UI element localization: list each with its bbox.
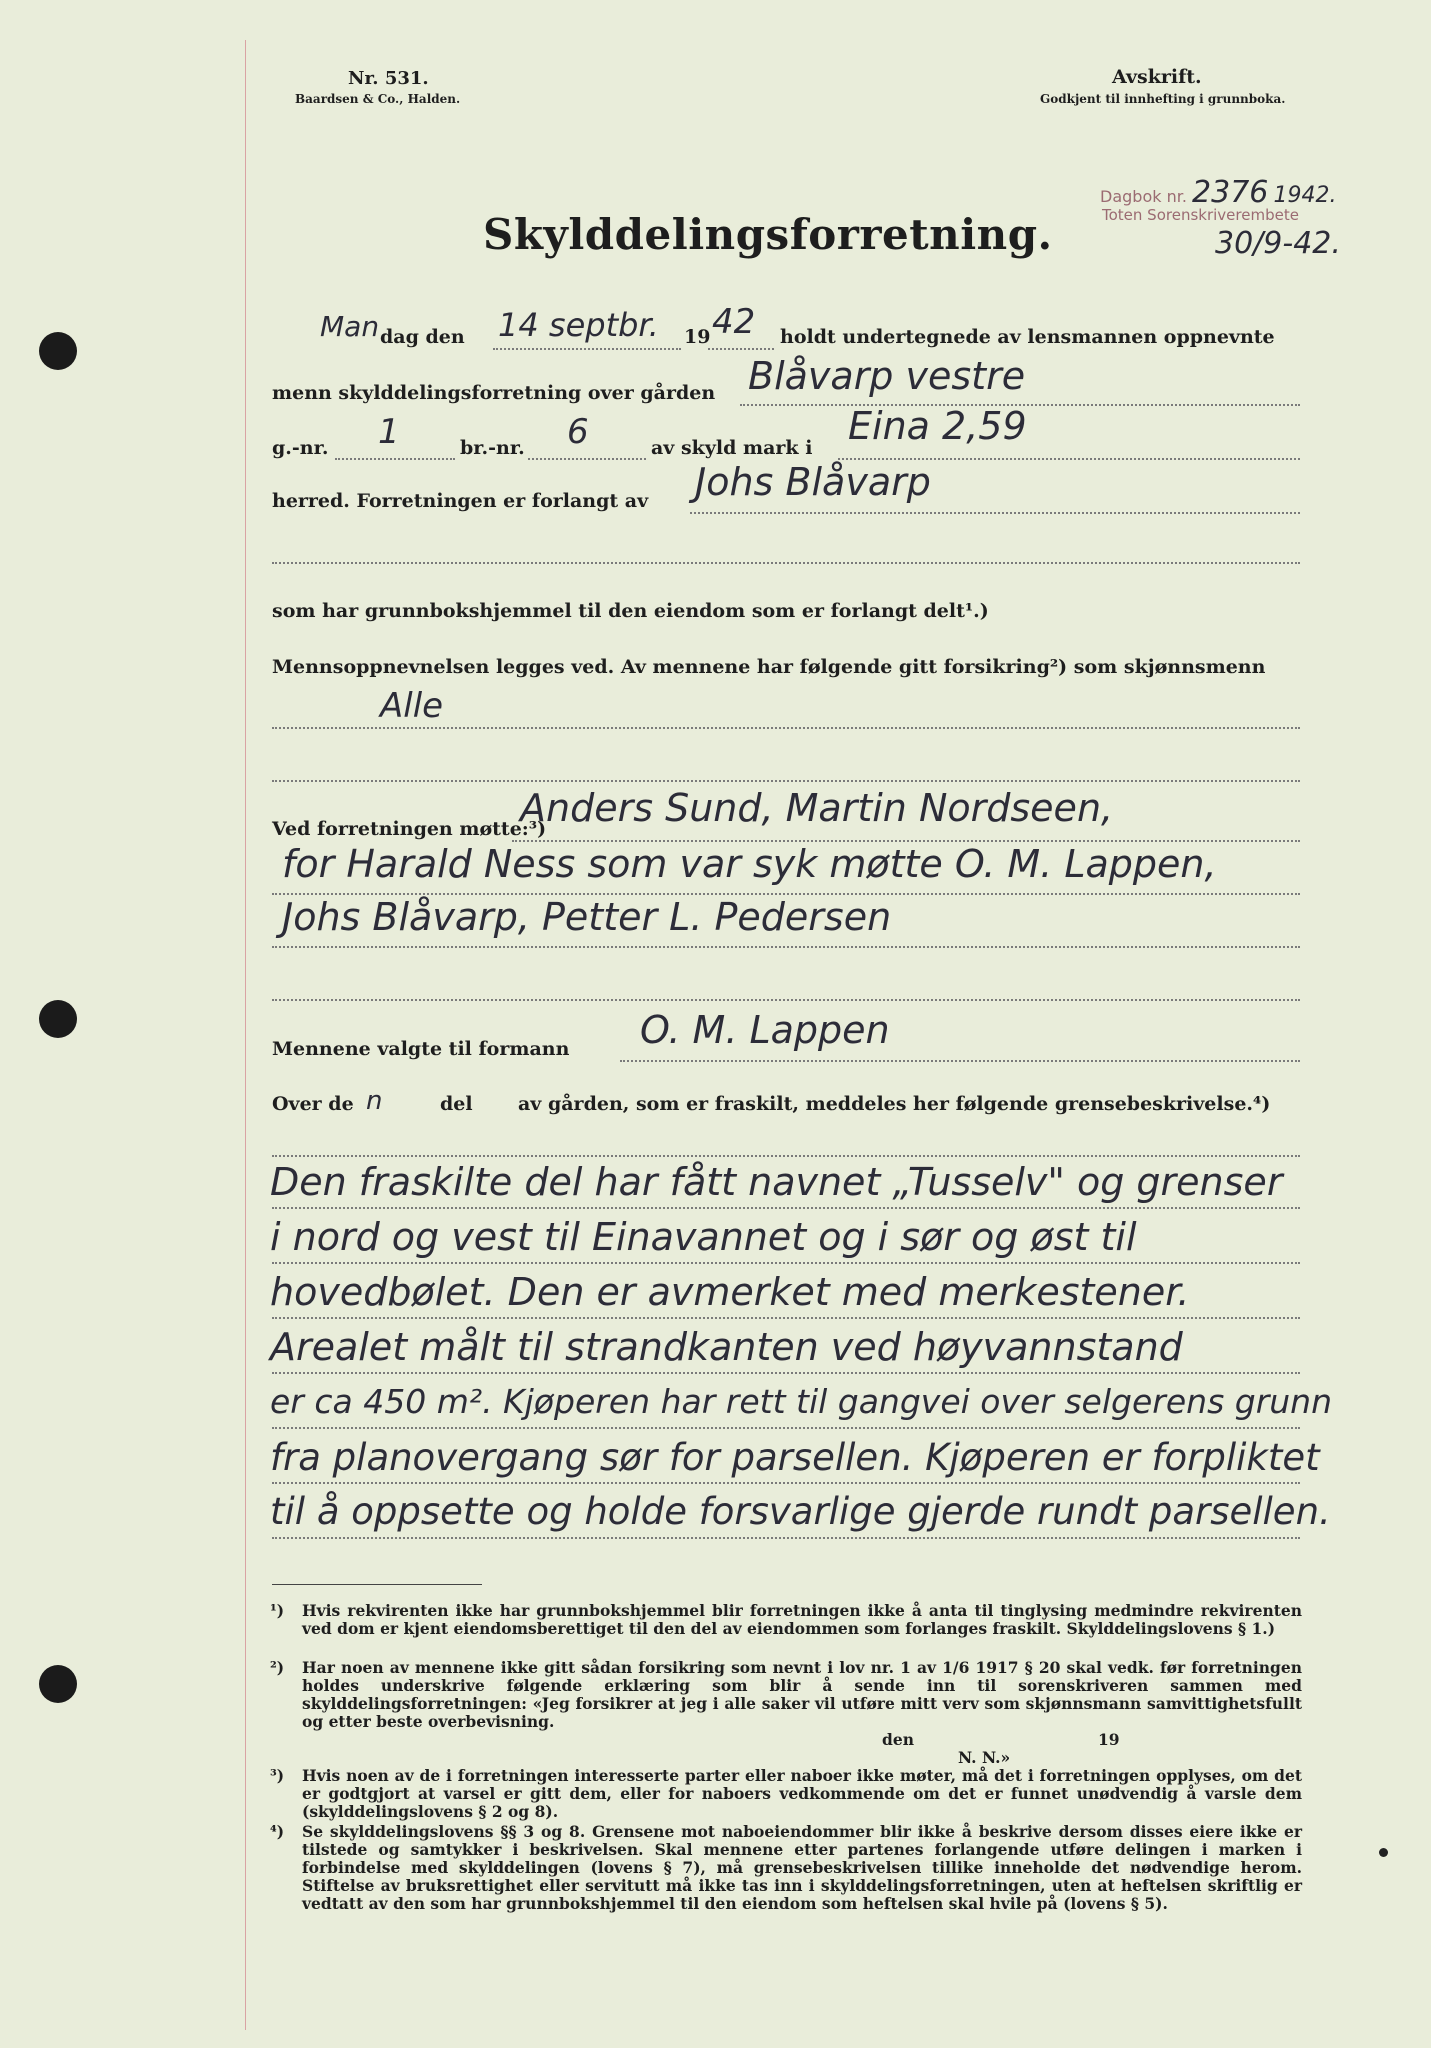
line1-text: holdt undertegnede av lensmannen oppnevnte: [780, 326, 1275, 348]
office-stamp: Toten Sorenskriverembete: [1102, 206, 1299, 224]
date-label: dag den: [380, 326, 465, 348]
chairman-name: O. M. Lappen: [640, 1008, 890, 1052]
description-line: hovedbølet. Den er avmerket med merkestener.: [270, 1270, 1190, 1314]
footnote-text: Hvis noen av de i forretningen interesserte parter eller naboer ikke møter, må det i forretningen opplyses, om det er godtgjort at varsel er gitt dem, eller for naboers vedkommende om det er funnet unødvendig å varsle dem (skylddelingslovens § 2 og 8).: [302, 1766, 1302, 1821]
description-line: fra planovergang sør for parsellen. Kjøperen er forpliktet: [270, 1436, 1320, 1479]
year-prefix: 19: [684, 326, 711, 348]
attendance-line: Anders Sund, Martin Nordseen,: [520, 786, 1114, 830]
margin-rule: [245, 40, 246, 2030]
year-suffix: 42: [712, 302, 756, 342]
ink-dot: [1379, 1848, 1388, 1857]
footnote-number: ²): [270, 1658, 285, 1677]
insured-men: Alle: [380, 686, 444, 726]
punch-hole: [39, 1000, 77, 1038]
appointment-text: Mennsoppnevnelsen legges ved. Av mennene har følgende gitt forsikring²) som skjønnsmenn: [272, 656, 1266, 678]
signature-den: den: [882, 1730, 914, 1749]
farm-label: menn skylddelingsforretning over gården: [272, 382, 716, 404]
requested-label: herred. Forretningen er forlangt av: [272, 490, 649, 512]
footnote-number: ⁴): [270, 1822, 285, 1841]
footnote-text: Se skylddelingslovens §§ 3 og 8. Grensene mot naboeiendommer blir ikke å beskrive dersom disses eiere ikke er tilstede og samtykker i beskrivelsen. Skal mennene etter partenes forlangende utføre delingen i marken i forbindelse med skylddelingen (lovens § 7), må grensebeskrivelsen tillike inneholde det nødvendige herom. Stiftelse av bruksrettighet eller servitutt må ikke tas inn i skylddelingsforretningen, uten at heftelsen skriftlig er vedtatt av den som har grunnbokshjemmel til den eiendom som heftelsen skal hvile på (lovens § 5).: [302, 1822, 1302, 1913]
description-line: Den fraskilte del har fått navnet „Tusselv" og grenser: [270, 1160, 1283, 1204]
diary-stamp: [1100, 175, 1336, 210]
requested-by: Johs Blåvarp: [695, 460, 931, 504]
footnote: [272, 1823, 1300, 1933]
printer-name: Baardsen & Co., Halden.: [295, 92, 461, 106]
del-label: del: [440, 1093, 473, 1115]
punch-hole: [39, 332, 77, 370]
description-line: til å oppsette og holde forsvarlige gjerde rundt parsellen.: [270, 1490, 1331, 1533]
footnote-signature: [272, 1731, 1300, 1767]
diary-year: 1942.: [1273, 183, 1337, 208]
description-line: i nord og vest til Einavannet og i sør og øst til: [270, 1215, 1137, 1259]
footnote-separator: [272, 1584, 482, 1585]
diary-number: 2376: [1192, 175, 1269, 210]
title-holder-text: som har grunnbokshjemmel til den eiendom som er forlangt delt¹.): [272, 600, 989, 622]
footnote: [272, 1602, 1300, 1656]
description-line: Arealet målt til strandkanten ved høyvannstand: [270, 1325, 1183, 1369]
copy-label: Avskrift.: [1112, 66, 1202, 88]
footnote: [272, 1659, 1300, 1731]
skyld-label: av skyld mark i: [651, 437, 813, 459]
footnote-number: ¹): [270, 1601, 285, 1620]
weekday-prefix: Man: [320, 310, 380, 343]
bnr-label: br.-nr.: [460, 437, 525, 459]
footnote-text: Har noen av mennene ikke gitt sådan forsikring som nevnt i lov nr. 1 av 1/6 1917 § 20 skal vedk. før forretningen holdes underskrive følgende erklæring som blir å sende inn til sorenskriveren sammen med skylddelingsforretningen: «Jeg forsikrer at jeg i alle saker vil utføre mitt verv som skjønnsmann samvittighetsfullt og etter beste overbevisning.: [302, 1658, 1302, 1731]
skyld-value: Eina 2,59: [848, 404, 1027, 448]
footnote: [272, 1767, 1300, 1821]
description-line: er ca 450 m². Kjøperen har rett til gangvei over selgerens grunn: [270, 1382, 1333, 1421]
over-label: Over de: [272, 1093, 354, 1115]
attendance-line: Johs Blåvarp, Petter L. Pedersen: [282, 895, 892, 939]
form-number: Nr. 531.: [348, 68, 429, 89]
signature-year: 19: [1098, 1730, 1120, 1749]
diary-label: Dagbok nr.: [1100, 187, 1187, 206]
approval-note: Godkjent til innhefting i grunnboka.: [1040, 92, 1286, 106]
farm-name: Blåvarp vestre: [748, 354, 1026, 398]
received-date: 30/9-42.: [1215, 226, 1341, 261]
gnr-label: g.-nr.: [272, 437, 329, 459]
bnr-value: 6: [567, 412, 589, 452]
footnote-text: Hvis rekvirenten ikke har grunnbokshjemmel blir forretningen ikke å anta til tinglysing medmindre rekvirenten ved dom er kjent eiendomsberettiget til den del av eiendommen som forlanges fraskilt. Skylddelingslovens § 1.): [302, 1601, 1302, 1638]
attendance-label: Ved forretningen møtte:³): [272, 818, 547, 840]
attendance-line: for Harald Ness som var syk møtte O. M. Lappen,: [282, 842, 1217, 886]
over-hand: n: [366, 1086, 383, 1116]
date-day-month: 14 septbr.: [498, 306, 659, 344]
footnote-number: ³): [270, 1766, 285, 1785]
boundary-intro: av gården, som er fraskilt, meddeles her følgende grensebeskrivelse.⁴): [518, 1093, 1271, 1115]
signature-nn: N. N.»: [958, 1748, 1011, 1767]
chairman-label: Mennene valgte til formann: [272, 1038, 570, 1060]
page-title: Skylddelingsforretning.: [483, 210, 1053, 259]
punch-hole: [39, 1665, 77, 1703]
gnr-value: 1: [378, 412, 400, 452]
